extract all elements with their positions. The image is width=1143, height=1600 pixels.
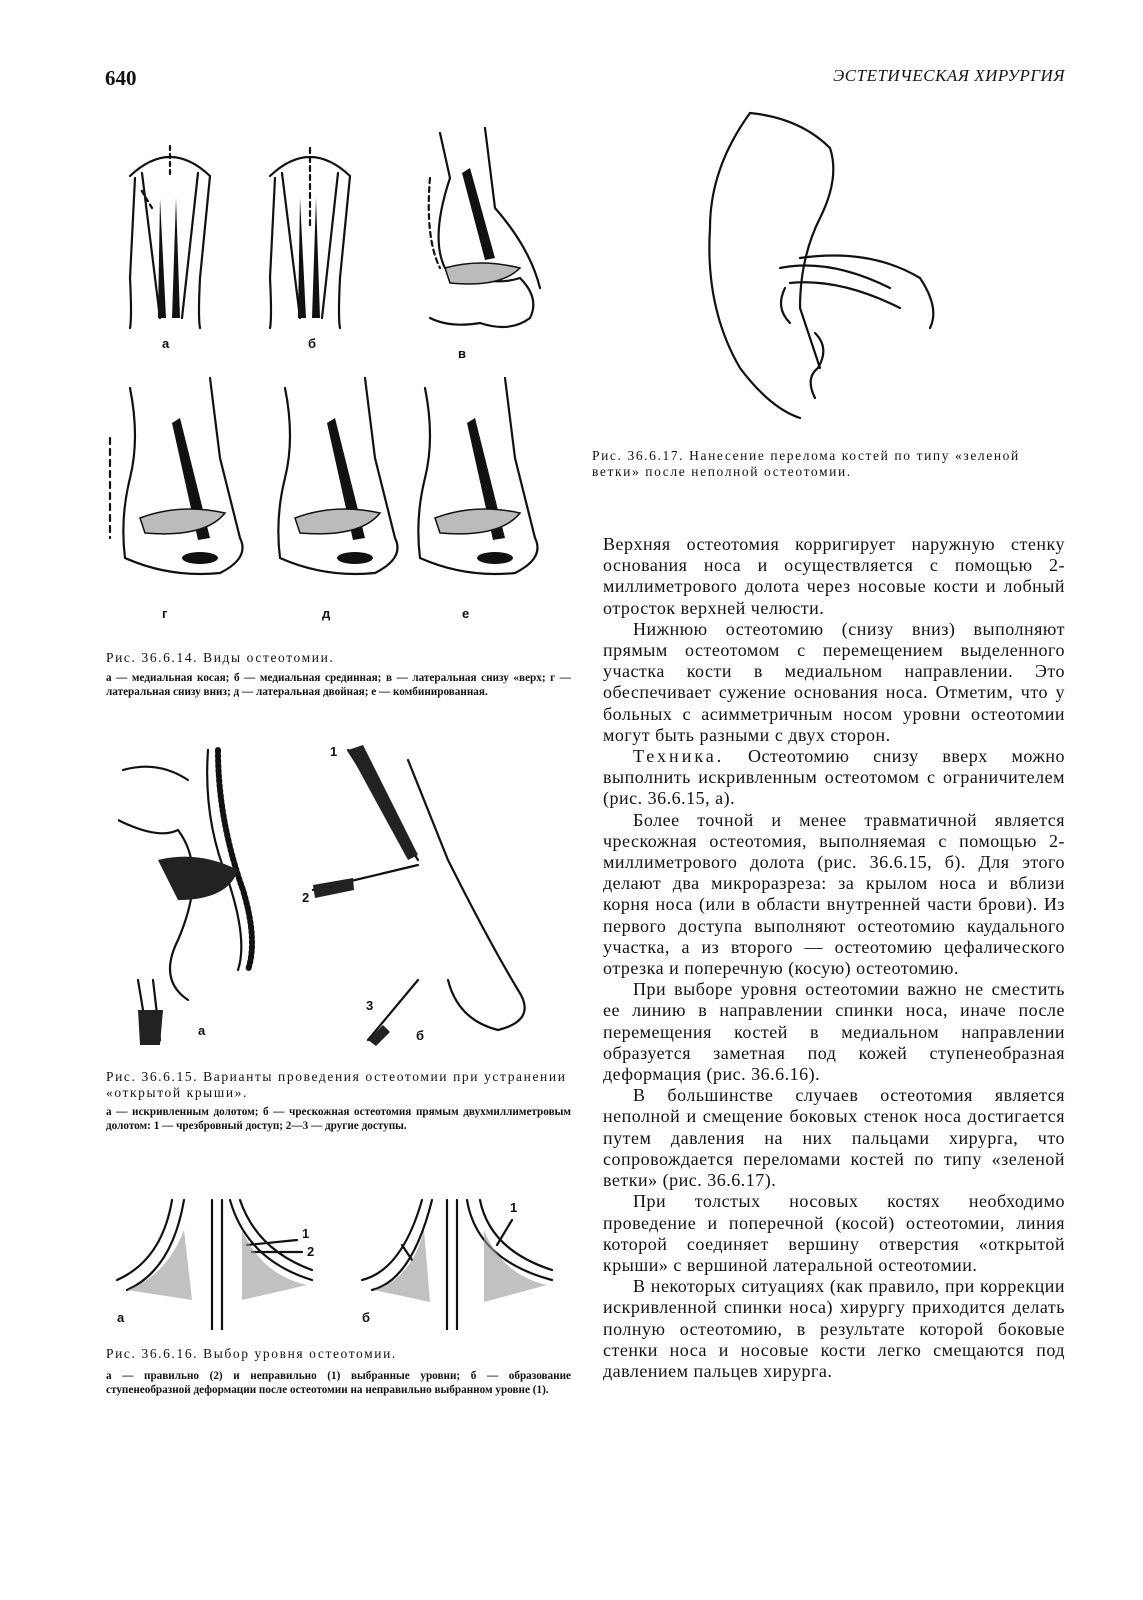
- fig16-label-a: а: [117, 1310, 125, 1325]
- fig14-label-a: а: [162, 336, 170, 351]
- fig15-label-1: 1: [330, 744, 338, 759]
- paragraph-7: При толстых носовых костях необходимо проведение и поперечной (косой) остеотомии, линия которой соединяет вершину отверстия «открытой крыши» с вершиной латеральной остеотомии.: [603, 1191, 1065, 1275]
- fig15-legend: а — искривленным долотом; б — чрескожная остеотомия прямым двухмиллиметровым долотом: 1 — чрезбровный доступ; 2—3 — другие доступы.: [106, 1106, 571, 1132]
- figure-36-6-15: [118, 740, 558, 1050]
- fig14-label-d: д: [322, 606, 331, 621]
- fig14-label-g: г: [162, 606, 168, 621]
- fig16-label-2: 2: [307, 1244, 315, 1259]
- fig14-label-e: е: [462, 606, 470, 621]
- fig14-label-b: б: [308, 336, 317, 351]
- fig15-label-a: а: [198, 1023, 206, 1038]
- fig15-label-b: б: [416, 1028, 425, 1043]
- paragraph-1: Верхняя остеотомия корригирует наружную стенку основания носа и осуществляется с помощью 2-миллиметрового долота через носовые кости и лобный отросток верхней челюсти.: [603, 534, 1065, 618]
- page-number: 640: [105, 66, 137, 90]
- fig15-caption: Рис. 36.6.15. Варианты проведения остеотомии при устранении «открытой крыши».: [106, 1069, 567, 1100]
- fig15-label-2: 2: [302, 890, 310, 905]
- paragraph-5: При выборе уровня остеотомии важно не сместить ее линию в направлении спинки носа, иначе после перемещения костей в медиальном направлении образуется заметная под кожей ступенеобразная деформация (рис. 36.6.16).: [603, 979, 1065, 1085]
- fig16-legend: а — правильно (2) и неправильно (1) выбранные уровни; б — образование ступенеобразной деформации после остеотомии на неправильно выбранном уровне (1).: [106, 1370, 571, 1396]
- fig14-caption: Рис. 36.6.14. Виды остеотомии.: [106, 650, 335, 665]
- figure-36-6-17: [690, 108, 950, 428]
- fig16-label-b: б: [362, 1310, 371, 1325]
- nose-osteotomy-drawings: [100, 118, 570, 628]
- running-title: ЭСТЕТИЧЕСКАЯ ХИРУРГИЯ: [833, 66, 1065, 85]
- paragraph-3-text: Остеотомию снизу вверх можно выполнить искривленным остеотомом с ограничителем (рис. 36.6.15, а).: [603, 746, 1065, 809]
- paragraph-3: [603, 746, 1065, 810]
- body-text-column: [603, 534, 1065, 1382]
- paragraph-2: Нижнюю остеотомию (снизу вниз) выполняют прямым остеотомом с перемещением выделенного участка кости в медиальном направлении. Это обеспечивает сужение основания носа. Отметим, что у больных с асимметричным носом уровни остеотомии могут быть разными с двух сторон.: [603, 618, 1065, 745]
- figure-36-6-16: [112, 1190, 562, 1330]
- hand-fracture-drawing: [690, 108, 950, 428]
- fig14-label-v: в: [458, 346, 466, 361]
- paragraph-6: В большинстве случаев остеотомия является неполной и смещение боковых стенок носа достигается путем давления на них пальцами хирурга, что сопровождается переломами костей по типу «зеленой ветки» (рис. 36.6.17).: [603, 1085, 1065, 1191]
- figure-36-6-14: [100, 118, 570, 628]
- fig16-label-1b: 1: [510, 1200, 518, 1215]
- osteotomy-level-drawings: [112, 1190, 562, 1330]
- fig16-caption: Рис. 36.6.16. Выбор уровня остеотомии.: [106, 1346, 397, 1361]
- fig14-legend: а — медиальная косая; б — медиальная срединная; в — латеральная снизу «верх; г — латеральная снизу вниз; д — латеральная двойная; е — комбинированная.: [106, 672, 571, 698]
- paragraph-4: Более точной и менее травматичной является чрескожная остеотомия, выполняемая с помощью 2-миллиметрового долота (рис. 36.6.15, б). Для этого делают два микроразреза: за крылом носа и вблизи корня носа (или в области внутренней части брови). Из первого доступа выполняют остеотомию каудального участка, а из второго — остеотомию цефалического отрезка и поперечную (косую) остеотомию.: [603, 809, 1065, 979]
- fig15-label-3: 3: [366, 998, 374, 1013]
- fig17-caption: Рис. 36.6.17. Нанесение перелома костей по типу «зеленой ветки» после неполной остеотомии.: [592, 448, 1020, 479]
- technique-lead: Техника.: [633, 746, 725, 767]
- paragraph-8: В некоторых ситуациях (как правило, при коррекции искривленной спинки носа) хирургу приходится делать полную остеотомию, в результате которой боковые стенки носа и носовые кости легко смещаются под давлением пальцев хирурга.: [603, 1276, 1065, 1381]
- osteotomy-approach-drawings: [118, 740, 558, 1050]
- fig16-label-1: 1: [302, 1226, 310, 1241]
